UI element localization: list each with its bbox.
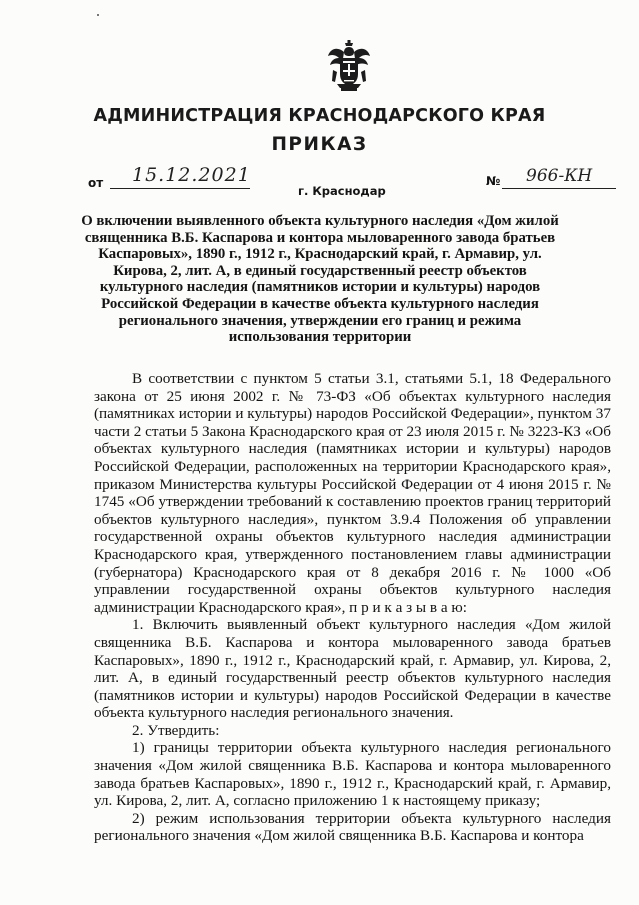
item-2-1-paragraph: 1) границы территории объекта культурного наследия регионального значения «Дом жилой священника В.Б. Каспарова и контора мыловаренного завода братьев Каспаровых», 1890 г., 1912 г., Краснодарский край, г. Армавир, ул. Кирова, 2, лит. А, согласно приложению 1 к настоящему приказу; bbox=[94, 739, 611, 810]
item-1-paragraph: 1. Включить выявленный объект культурного наследия «Дом жилой священника В.Б. Каспарова и контора мыловаренного завода братьев Каспаровых», 1890 г., 1912 г., Краснодарский край, г. Армавир, ул. Кирова, 2, лит. А, в единый государственный реестр объектов культурного наследия (памятников истории и культуры) народов Российской Федерации в качестве объекта культурного наследия регионального значения. bbox=[94, 616, 611, 722]
handwritten-number: 966-КН bbox=[526, 166, 593, 186]
city-name: г. Краснодар bbox=[298, 184, 386, 198]
number-underline bbox=[502, 188, 616, 189]
organization-name: АДМИНИСТРАЦИЯ КРАСНОДАРСКОГО КРАЯ bbox=[93, 106, 546, 126]
handwritten-date: 15.12.2021 bbox=[132, 164, 251, 186]
item-2-2-paragraph: 2) режим использования территории объекта культурного наследия регионального значения «Дом жилой священника В.Б. Каспарова и контора bbox=[94, 809, 611, 845]
scan-artifact-dot bbox=[97, 14, 99, 16]
date-prefix: от bbox=[88, 176, 104, 190]
item-2-paragraph: 2. Утвердить: bbox=[132, 721, 220, 739]
date-underline bbox=[110, 188, 250, 189]
document-type: ПРИКАЗ bbox=[271, 134, 368, 155]
document-title: О включении выявленного объекта культурного наследия «Дом жилой священника В.Б. Каспарова и контора мыловаренного завода братьев Каспаровых», 1890 г., 1912 г., Краснодарский край, г. Армавир, ул. Кирова, 2, лит. А, в единый государственный реестр объектов культурного наследия (памятников истории и культуры) народов Российской Федерации в качестве объекта культурного наследия регионального значения, утверждении его границ и режима использования территории bbox=[81, 213, 559, 346]
preamble-paragraph: В соответствии с пунктом 5 статьи 3.1, статьями 5.1, 18 Федерального закона от 25 июня 2002 г. № 73-ФЗ «Об объектах культурного наследия (памятниках истории и культуры) народов Российской Федерации», пунктом 37 части 2 статьи 5 Закона Краснодарского края от 23 июля 2015 г. № 3223-КЗ «Об объектах культурного наследия (памятниках истории и культуры) народов Российской Федерации, расположенных на территории Краснодарского края», приказом Министерства культуры Российской Федерации от 4 июня 2015 г. № 1745 «Об утверждении требований к составлению проектов границ территорий объектов культурного наследия», пунктом 3.9.4 Положения об управлении государственной охраны объектов культурного наследия администрации Краснодарского края, утвержденного постановлением главы администрации (губернатора) Краснодарского края от 8 декабря 2016 г. № 1000 «Об управлении государственной охраны объектов культурного наследия администрации Краснодарского края», п р и к а з ы в а ю: bbox=[94, 370, 611, 616]
document-body bbox=[94, 370, 611, 845]
krasnodar-coat-of-arms-icon bbox=[327, 40, 371, 92]
number-prefix: № bbox=[486, 174, 501, 188]
